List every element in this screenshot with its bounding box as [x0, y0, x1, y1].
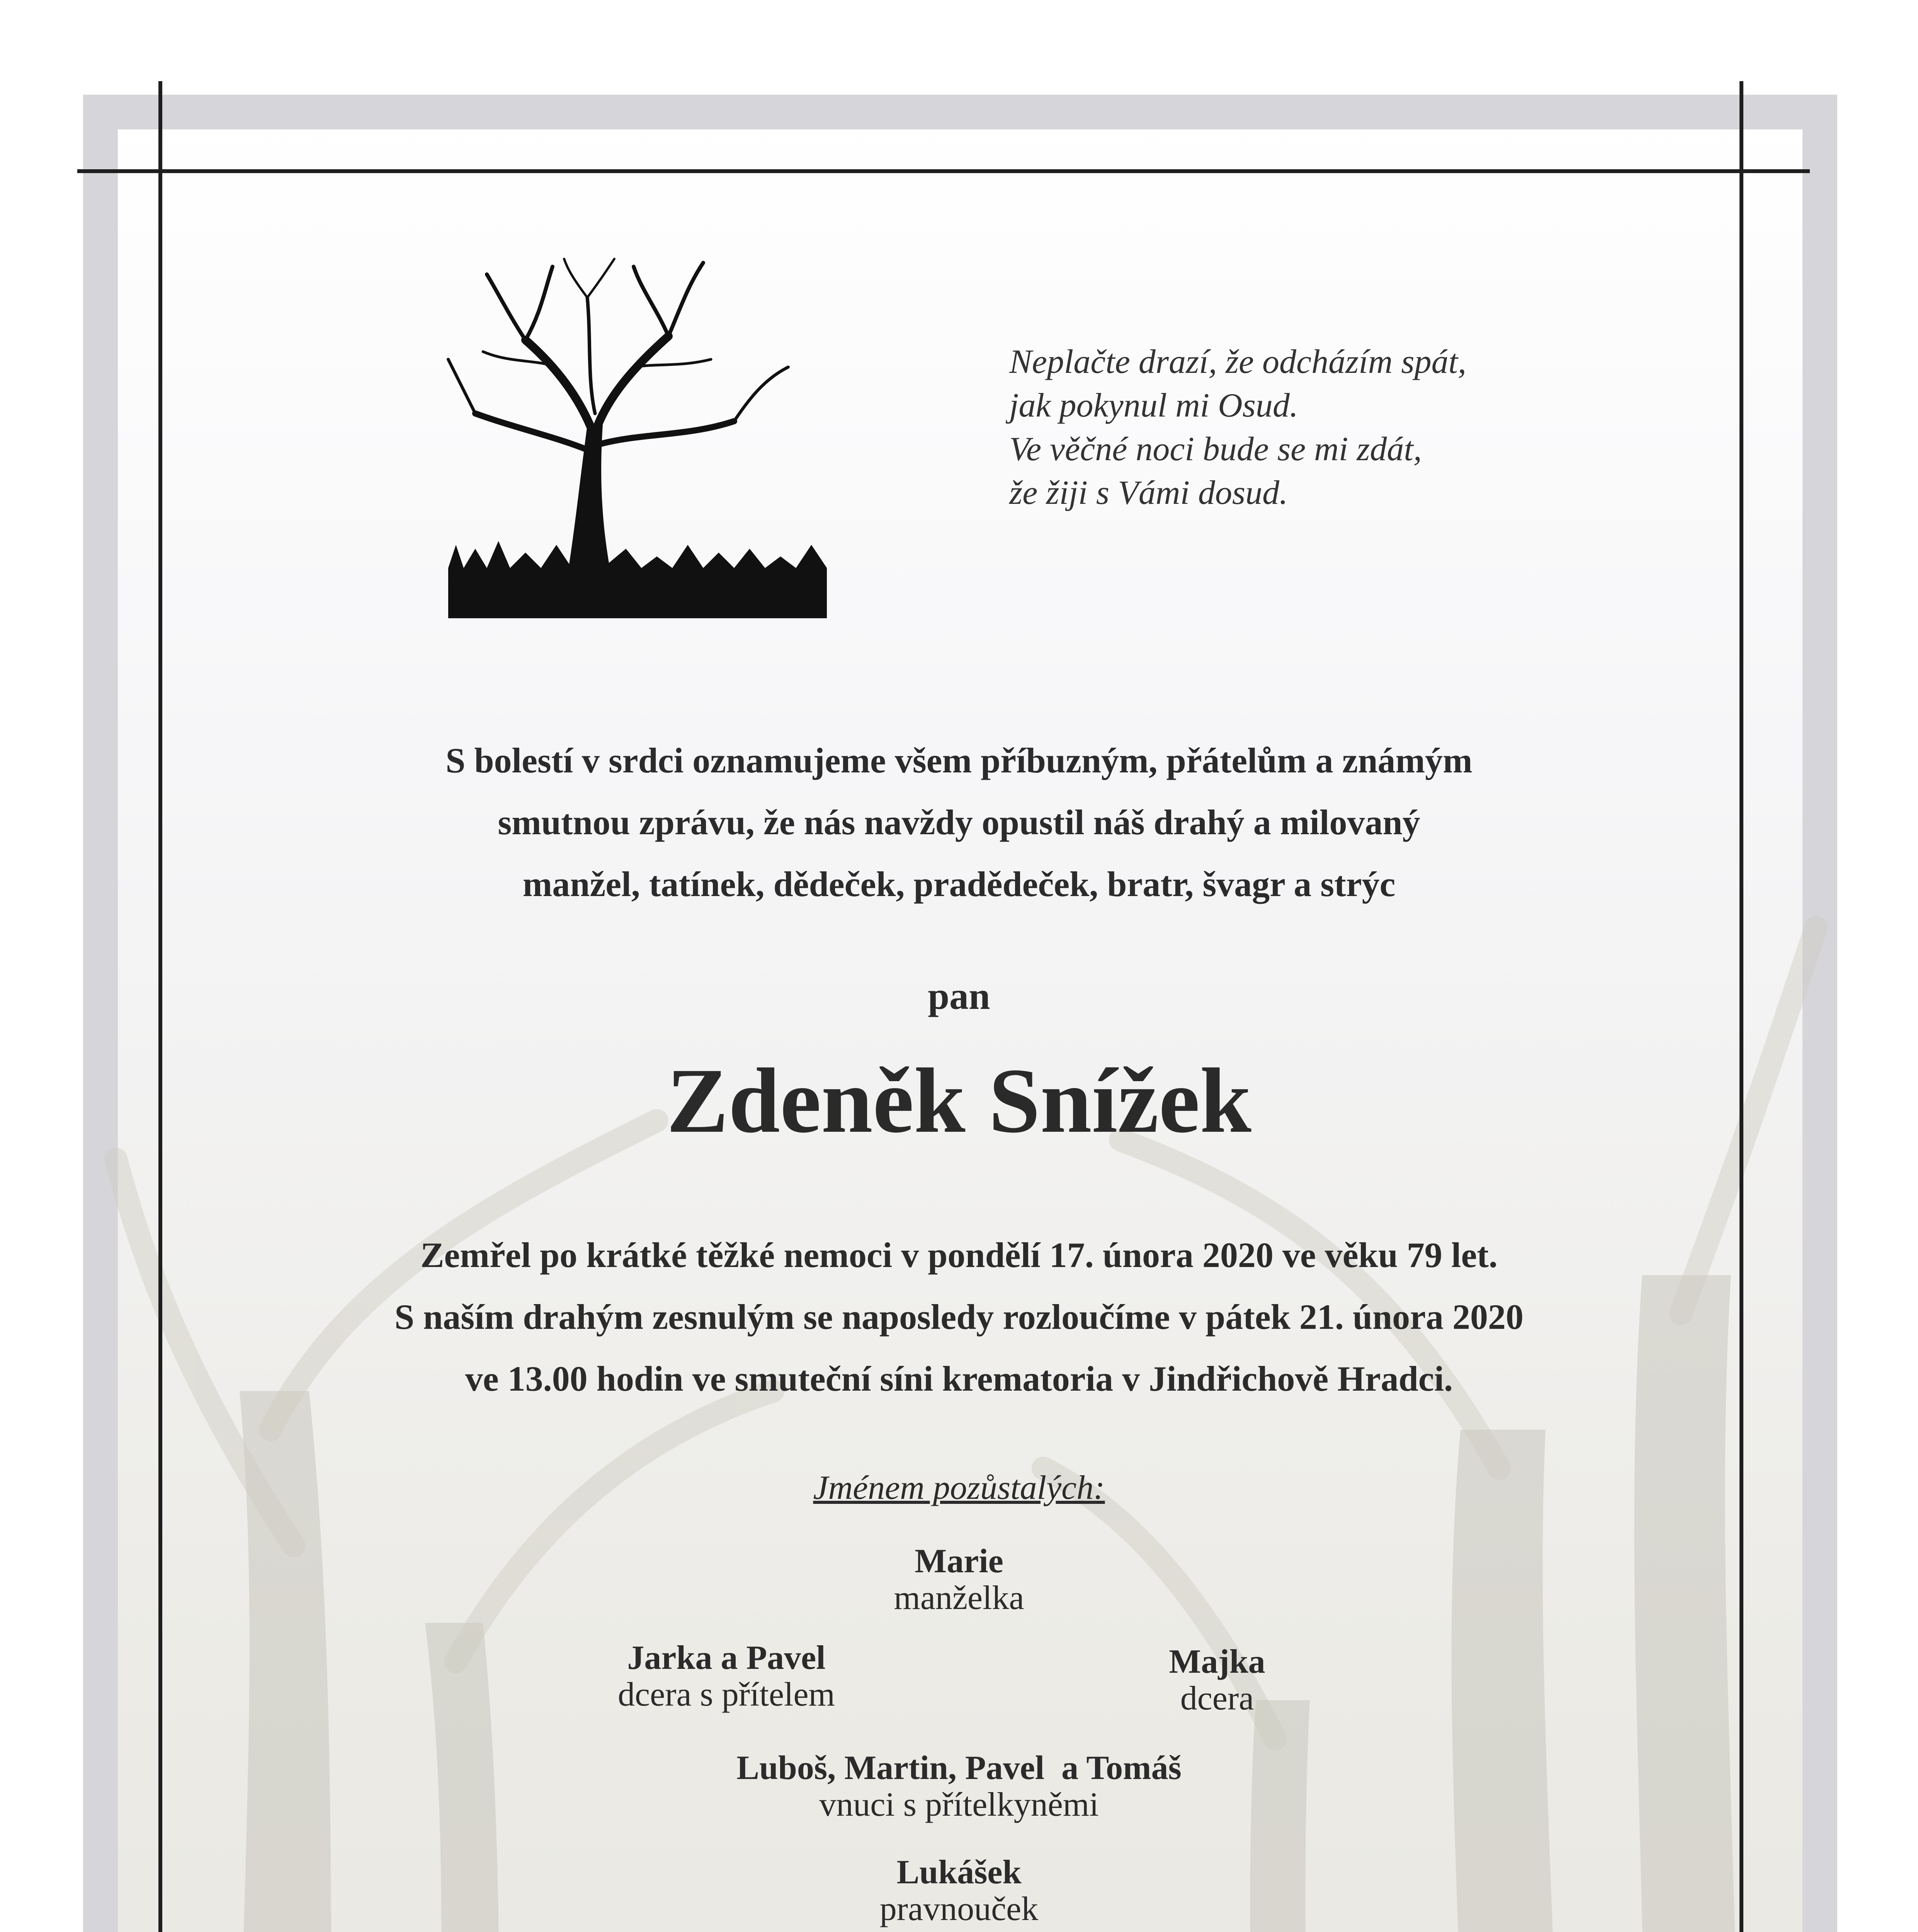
mourner-relation: pravnouček	[879, 1890, 1039, 1928]
announcement-line: smutnou zprávu, že nás navždy opustil náš drahý a milovaný	[498, 803, 1420, 842]
details-line: Zemřel po krátké těžké nemoci v pondělí 17. února 2020 ve věku 79 let.	[420, 1235, 1498, 1275]
mourner-relation: dcera s přítelem	[618, 1676, 835, 1713]
poem	[1009, 340, 1666, 515]
poem-line: že žiji s Vámi dosud.	[1009, 474, 1288, 512]
mourner-relation: vnuci s přítelkyněmi	[819, 1786, 1099, 1823]
announcement-line: S bolestí v srdci oznamujeme všem příbuzným, přátelům a známým	[445, 741, 1473, 780]
mourner-name: Lukášek	[896, 1854, 1022, 1891]
mourners-heading: Jménem pozůstalých:	[813, 1469, 1105, 1507]
mourner-name: Jarka a Pavel	[627, 1639, 826, 1677]
honorific: pan	[928, 975, 990, 1017]
mourner-name: Luboš, Martin, Pavel a Tomáš	[736, 1749, 1182, 1787]
poem-line: Neplačte drazí, že odcházím spát,	[1009, 343, 1467, 381]
tree-icon	[440, 251, 835, 638]
details-line: ve 13.00 hodin ve smuteční síni krematoria v Jindřichově Hradci.	[465, 1359, 1453, 1398]
mourner-relation: dcera	[1180, 1680, 1254, 1717]
mourner-name: Majka	[1169, 1643, 1265, 1680]
mourner-name: Marie	[915, 1543, 1003, 1580]
mourner-relation: manželka	[894, 1579, 1024, 1617]
poem-line: Ve věčné noci bude se mi zdát,	[1009, 430, 1422, 468]
frame-top-line	[77, 169, 1810, 173]
deceased-name: Zdeněk Snížek	[667, 1049, 1251, 1152]
announcement-line: manžel, tatínek, dědeček, pradědeček, bratr, švagr a strýc	[522, 864, 1396, 904]
details-line: S naším drahým zesnulým se naposledy rozloučíme v pátek 21. února 2020	[394, 1297, 1524, 1337]
poem-line: jak pokynul mi Osud.	[1009, 387, 1298, 424]
